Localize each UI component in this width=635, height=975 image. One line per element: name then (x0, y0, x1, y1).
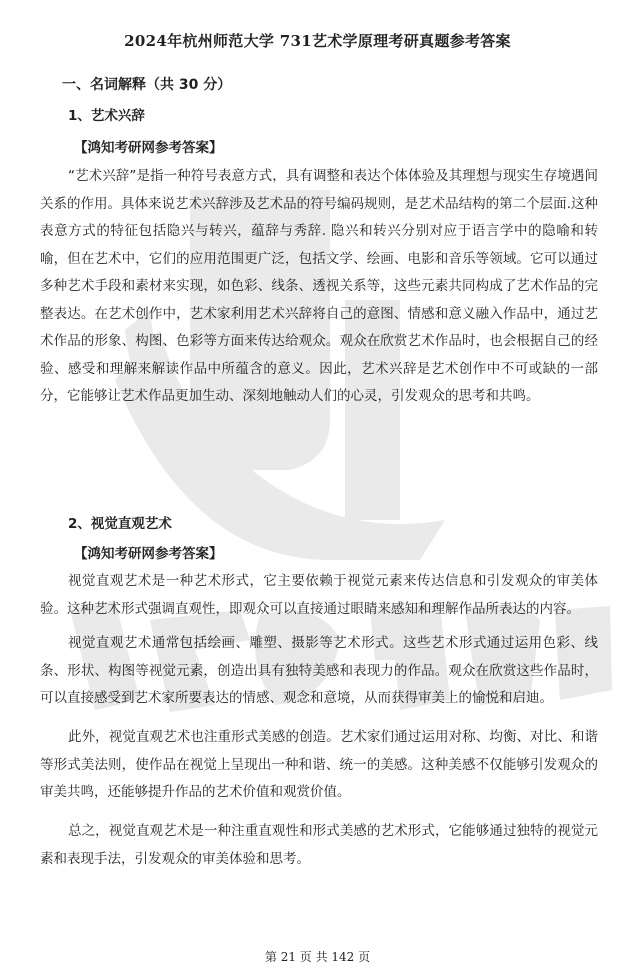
page-footer: 第 21 页 共 142 页 (264, 950, 371, 964)
item-1-paragraph-1: “艺术兴辞”是指一种符号表意方式，具有调整和表达个体体验及其理想与现实生存境遇间关系的作用。具体来说艺术兴辞涉及艺术品的符号编码规则，是艺术品结构的第二个层面.这种表意方式的特征包括隐兴与转兴，蕴辞与秀辞. 隐兴和转兴分别对应于语言学中的隐喻和转喻，但在艺术中，它们的应用范围更广泛，包括文学、绘画、电影和音乐等领域。它可以通过多种艺术手段和素材来实现，如色彩、线条、透视关系等，这些元素共同构成了艺术作品的完整表达。在艺术创作中，艺术家利用艺术兴辞将自己的意图、情感和意义融入作品中，通过艺术作品的形象、构图、色彩等方面来传达给观众。观众在欣赏艺术作品时，也会根据自己的经验、感受和理解来解读作品中所蕴含的意义。因此，艺术兴辞是艺术创作中不可或缺的一部分，它能够让艺术作品更加生动、深刻地触动人们的心灵，引发观众的思考和共鸣。 (40, 168, 598, 404)
item-1-answer-label: 【鸿知考研网参考答案】 (74, 140, 223, 156)
item-1-heading: 1、艺术兴辞 (68, 108, 145, 124)
item-2-paragraph-1: 视觉直观艺术是一种艺术形式，它主要依赖于视觉元素来传达信息和引发观众的审美体验。这种艺术形式强调直观性，即观众可以直接通过眼睛来感知和理解作品所表达的内容。 (40, 573, 598, 617)
item-2-paragraph-2: 视觉直观艺术通常包括绘画、雕塑、摄影等艺术形式。这些艺术形式通过运用色彩、线条、形状、构图等视觉元素，创造出具有独特美感和表现力的作品。观众在欣赏这些作品时，可以直接感受到艺术家所要表达的情感、观念和意境，从而获得审美上的愉悦和启迪。 (40, 635, 598, 706)
document-title: 2024年杭州师范大学 731艺术学原理考研真题参考答案 (124, 32, 511, 50)
item-2-paragraph-4: 总之，视觉直观艺术是一种注重直观性和形式美感的艺术形式，它能够通过独特的视觉元素和表现手法，引发观众的审美体验和思考。 (40, 823, 598, 867)
item-2-answer-label: 【鸿知考研网参考答案】 (74, 546, 223, 562)
item-2-heading: 2、视觉直观艺术 (68, 516, 172, 532)
section-heading: 一、名词解释（共 30 分） (62, 77, 232, 93)
item-2-paragraph-3: 此外，视觉直观艺术也注重形式美感的创造。艺术家们通过运用对称、均衡、对比、和谐等形式美法则，使作品在视觉上呈现出一种和谐、统一的美感。这种美感不仅能够引发观众的审美共鸣，还能够提升作品的艺术价值和观赏价值。 (40, 729, 598, 800)
